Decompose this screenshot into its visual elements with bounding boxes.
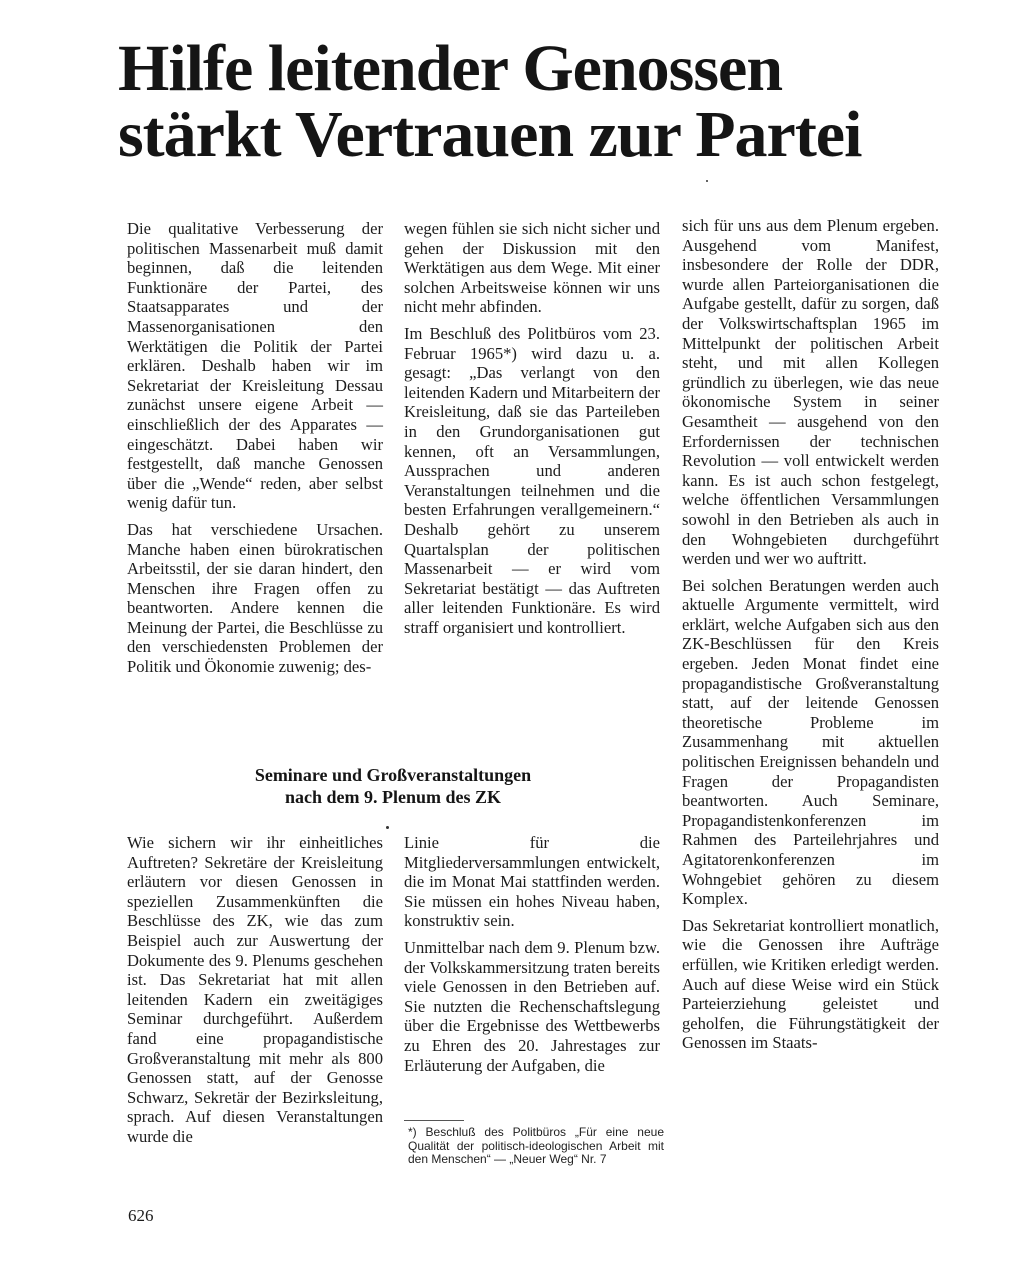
paragraph: Das hat verschiedene Ursachen. Manche haben einen bürokratischen Arbeitsstil, der sie daran hindert, den Menschen ihre Fragen offen zu beantworten. Andere kennen die Meinung der Partei, die Beschlüsse zu den verschiedensten Problemen der Politik und Ökonomie zuwenig; des- (127, 519, 383, 677)
text-column-2 (404, 219, 660, 637)
article-title (118, 32, 878, 171)
print-speck (706, 180, 708, 182)
paragraph: wegen fühlen sie sich nicht sicher und gehen der Diskussion mit den Werktätigen aus dem Wege. Mit einer solchen Arbeitsweise können wir uns nicht mehr abfinden. (404, 219, 660, 317)
paragraph: Wie sichern wir ihr einheitliches Auftreten? Sekretäre der Kreisleitung erläutern vor diesen Genossen in speziellen Zusammenkünften die Beschlüsse des ZK, wie das zum Beispiel auch zur Auswertung der Dokumente des 9. Plenums geschehen ist. Das Sekretariat hat mit allen leitenden Kadern ein zweitägiges Seminar durchgeführt. Außerdem fand eine propagandistische Großveranstaltung mit mehr als 800 Genossen statt, auf der Genosse Schwarz, Sekretär der Bezirksleitung, sprach. Auf diesen Veranstaltungen wurde die (127, 833, 383, 1146)
text-column-1 (127, 219, 383, 677)
paragraph: Unmittelbar nach dem 9. Plenum bzw. der Volkskammersitzung traten bereits viele Genossen in den Betrieben auf. Sie nutzten die Rechenschaftslegung über die Ergebnisse des Wettbewerbs zu Ehren des 20. Jahrestages zur Erläuterung der Aufgaben, die (404, 937, 660, 1075)
subheading-line-1: Seminare und Großveranstaltungen (254, 765, 532, 785)
section-subheading (127, 764, 659, 808)
paragraph: Bei solchen Beratungen werden auch aktuelle Argumente vermittelt, wird erklärt, welche Aufgaben sich aus den ZK-Beschlüssen für den Kreis ergeben. Jeden Monat findet eine propagandistische Großveranstaltung statt, auf der leitende Genossen theoretische Probleme im Zusammenhang mit aktuellen politischen Ereignissen behandeln und Fragen der Propagandisten beantworten. Auch Seminare, Propagandistenkonferenzen im Rahmen des Parteilehrjahres und Agitatorenkonferenzen im Wohngebiet gehören zu diesem Komplex. (682, 575, 939, 909)
text-column-3 (682, 216, 939, 1053)
print-speck (386, 826, 389, 829)
text-column-4 (127, 833, 383, 1147)
page-number: 626 (128, 1206, 154, 1225)
paragraph: Im Beschluß des Politbüros vom 23. Februar 1965*) wird dazu u. a. gesagt: „Das verlangt von den leitenden Kadern und Mitarbeitern der Kreisleitung, daß sie das Parteileben in den Grundorganisationen gut kennen, oft an Versammlungen, Aussprachen und anderen Veranstaltungen teilnehmen und die besten Erfahrungen verallgemeinern.“ Deshalb gehört zu unserem Quartalsplan der politischen Massenarbeit — er wird vom Sekretariat bestätigt — das Auftreten aller leitenden Funktionäre. Es wird straff organisiert und kontrolliert. (404, 323, 660, 637)
title-line-1: Hilfe leitender Genossen (118, 32, 783, 105)
subheading-line-2: nach dem 9. Plenum des ZK (284, 787, 502, 807)
paragraph: Das Sekretariat kontrolliert monatlich, wie die Genossen ihre Aufträge erfüllen, wie Kritiken erledigt werden. Auch auf diese Weise wird ein Stück Parteierziehung geleistet und geholfen, die Führungstätigkeit der Genossen im Staats- (682, 915, 939, 1053)
paragraph: sich für uns aus dem Plenum ergeben. Ausgehend vom Manifest, insbesondere der Rolle der DDR, wurde allen Parteiorganisationen die Aufgabe gestellt, dafür zu sorgen, daß der Volkswirtschaftsplan 1965 im Mittelpunkt der politischen Arbeit steht, und mit allen Kollegen gründlich zu überlegen, wie das neue ökonomische System in seiner Gesamtheit — ausgehend von den Erfordernissen der technischen Revolution — voll entwickelt werden kann. Es ist auch schon festgelegt, welche öffentlichen Versammlungen sowohl in den Betrieben als auch in den Wohngebieten durchgeführt werden und wer wo auftritt. (682, 216, 939, 569)
footnote-divider (404, 1120, 464, 1121)
text-column-5 (404, 833, 660, 1075)
paragraph: Linie für die Mitgliederversammlungen entwickelt, die im Monat Mai stattfinden werden. Sie müssen ein hohes Niveau haben, konstruktiv sein. (404, 833, 660, 931)
title-line-2: stärkt Vertrauen zur Partei (118, 98, 862, 171)
footnote: *) Beschluß des Politbüros „Für eine neue Qualität der politisch-ideologischen Arbeit mit den Menschen“ — „Neuer Weg“ Nr. 7 (408, 1125, 664, 1166)
paragraph: Die qualitative Verbesserung der politischen Massenarbeit muß damit beginnen, daß die leitenden Funktionäre der Partei, des Staatsapparates und der Massenorganisationen den Werktätigen die Politik der Partei erklären. Deshalb haben wir im Sekretariat der Kreisleitung Dessau zunächst unsere eigene Arbeit — einschließlich der des Apparates — eingeschätzt. Dabei haben wir festgestellt, daß manche Genossen über die „Wende“ reden, aber selbst wenig dafür tun. (127, 219, 383, 513)
